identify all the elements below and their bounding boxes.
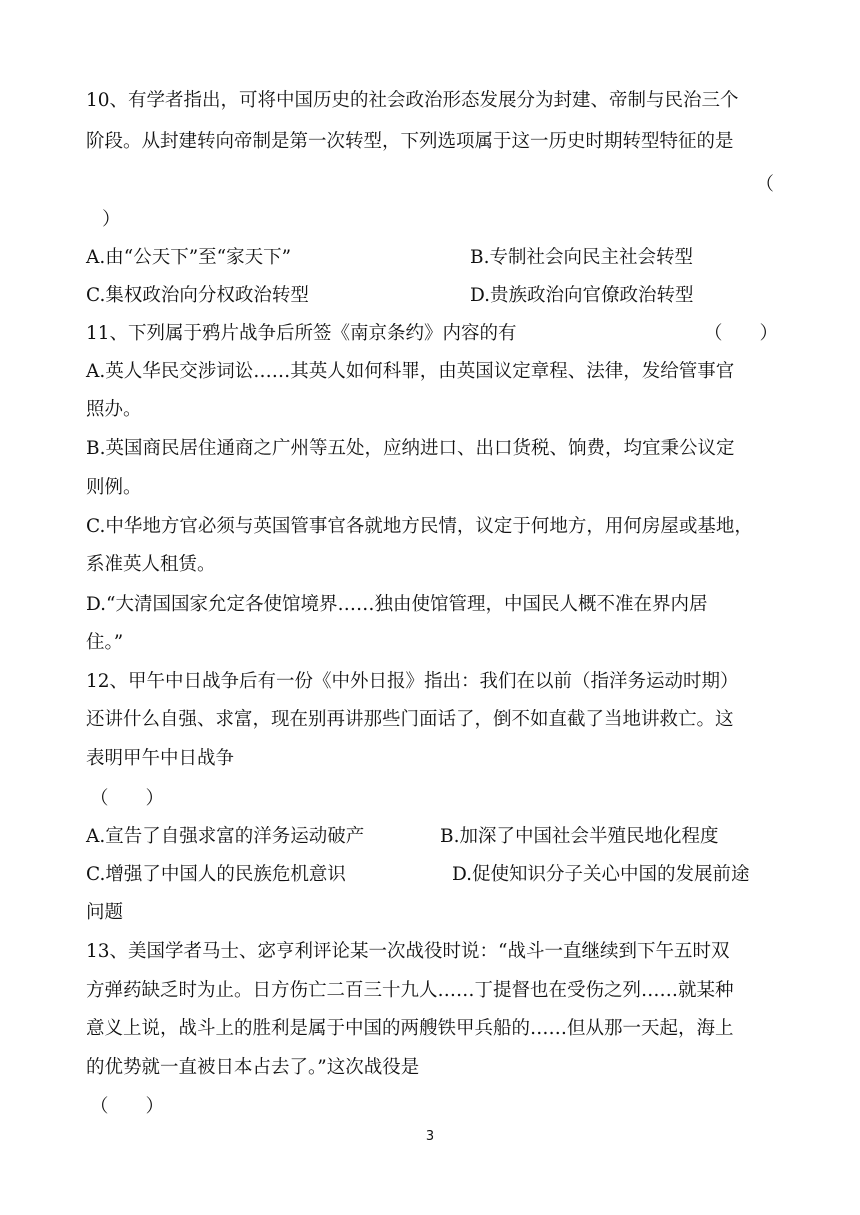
q12-option-c: C.增强了中国人的民族危机意识 <box>86 864 346 885</box>
q13-stem-line-1: 13、美国学者马士、宓亨利评论某一次战役时说：“战斗一直继续到下午五时双 <box>86 941 730 962</box>
q11-stem: 11、下列属于鸦片战争后所签《南京条约》内容的有 <box>86 323 517 344</box>
q10-stem-line-2: 阶段。从封建转向帝制是第一次转型，下列选项属于这一历史时期转型特征的是 <box>86 131 734 152</box>
q10-paren-close: ） <box>102 209 121 230</box>
q10-paren-open: （ <box>755 174 774 195</box>
q11-option-c-line-2: 系准英人租赁。 <box>86 554 216 575</box>
q12-paren: （ ） <box>90 788 165 809</box>
q10-option-b: B.专制社会向民主社会转型 <box>470 247 693 268</box>
q13-stem-line-3: 意义上说，战斗上的胜利是属于中国的两艘铁甲兵船的……但从那一天起，海上 <box>86 1018 734 1039</box>
q11-option-a-line-2: 照办。 <box>86 399 142 420</box>
q11-paren: （ ） <box>703 323 778 344</box>
q12-stem-line-2: 还讲什么自强、求富，现在别再讲那些门面话了，倒不如直截了当地讲救亡。这 <box>86 709 734 730</box>
page-number: 3 <box>425 1129 435 1144</box>
q12-option-d: D.促使知识分子关心中国的发展前途 <box>452 864 750 885</box>
q11-option-b-line-1: B.英国商民居住通商之广州等五处，应纳进口、出口货税、饷费，均宜秉公议定 <box>86 438 735 459</box>
q12-option-d-wrap: 问题 <box>86 902 124 923</box>
q13-paren: （ ） <box>90 1096 165 1117</box>
q10-stem-line-1: 10、有学者指出，可将中国历史的社会政治形态发展分为封建、帝制与民治三个 <box>86 90 739 111</box>
q12-option-b: B.加深了中国社会半殖民地化程度 <box>440 826 719 847</box>
q12-stem-line-1: 12、甲午中日战争后有一份《中外日报》指出：我们在以前（指洋务运动时期） <box>86 671 739 692</box>
q13-stem-line-4: 的优势就一直被日本占去了。”这次战役是 <box>86 1057 420 1078</box>
q10-option-c: C.集权政治向分权政治转型 <box>86 285 309 306</box>
q10-option-a: A.由“公天下”至“家天下” <box>86 247 292 268</box>
q12-stem-line-3: 表明甲午中日战争 <box>86 748 235 769</box>
q13-stem-line-2: 方弹药缺乏时为止。日方伤亡二百三十九人……丁提督也在受伤之列……就某种 <box>86 980 734 1001</box>
q11-option-c-line-1: C.中华地方官必须与英国管事官各就地方民情，议定于何地方，用何房屋或基地， <box>86 516 753 537</box>
q11-option-b-line-2: 则例。 <box>86 477 142 498</box>
q10-option-d: D.贵族政治向官僚政治转型 <box>470 285 694 306</box>
q11-option-d-line-2: 住。” <box>86 632 124 653</box>
q11-option-a-line-1: A.英人华民交涉词讼……其英人如何科罪，由英国议定章程、法律，发给管事官 <box>86 361 735 382</box>
q11-option-d-line-1: D.“大清国国家允定各使馆境界……独由使馆管理，中国民人概不准在界内居 <box>86 594 708 615</box>
q12-option-a: A.宣告了自强求富的洋务运动破产 <box>86 826 365 847</box>
